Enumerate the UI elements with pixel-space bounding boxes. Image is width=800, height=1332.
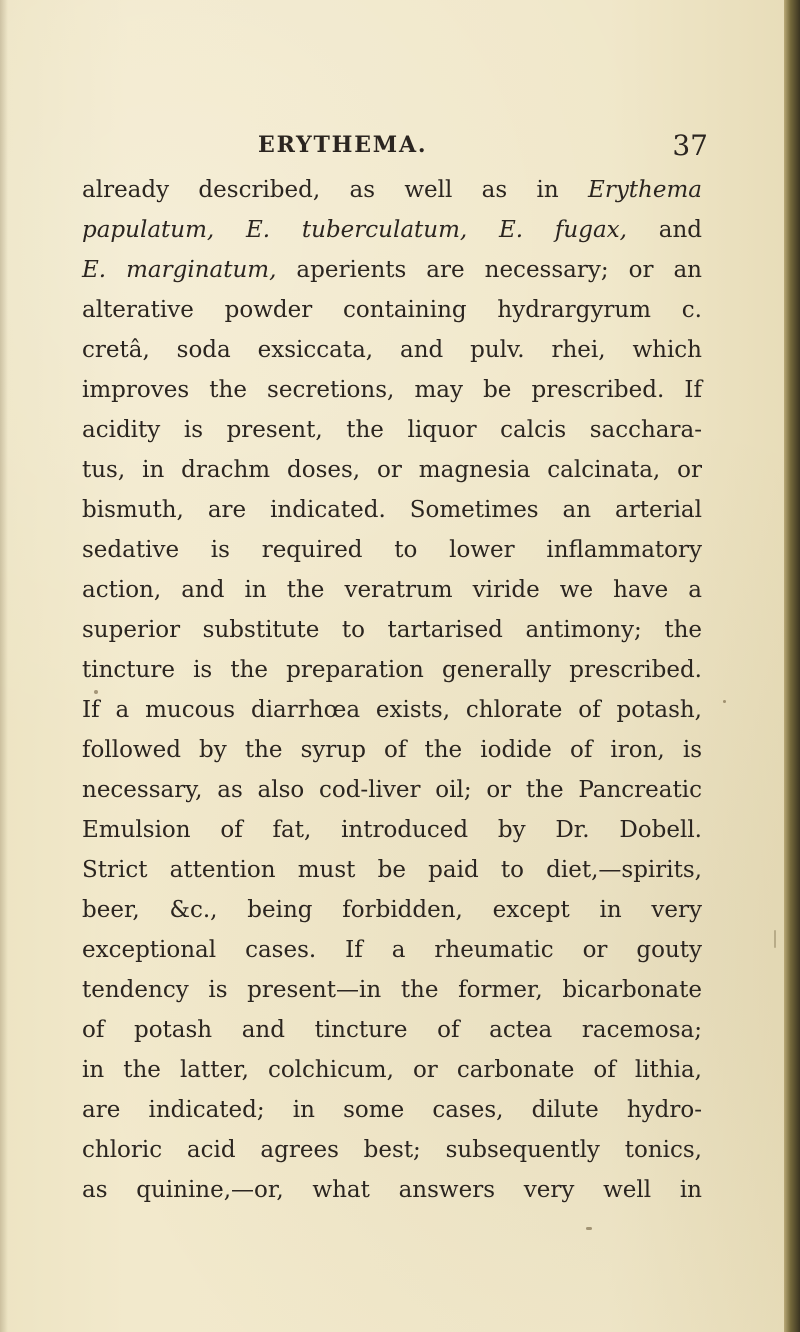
text-line xyxy=(82,890,702,930)
text-line xyxy=(82,410,702,450)
text-segment: superior substitute to tartarised antimony; the xyxy=(82,617,702,643)
paper-speck xyxy=(586,1227,592,1230)
text-line xyxy=(82,770,702,810)
running-head: ERYTHEMA. xyxy=(258,132,428,158)
text-segment: tus, in drachm doses, or magnesia calcinata, or xyxy=(82,457,702,483)
text-line xyxy=(82,690,702,730)
text-line xyxy=(82,730,702,770)
page-number: 37 xyxy=(672,129,708,162)
text-segment: cretâ, soda exsiccata, and pulv. rhei, which xyxy=(82,337,702,363)
text-segment: Emulsion of fat, introduced by Dr. Dobell. xyxy=(82,817,702,843)
text-line xyxy=(82,250,702,290)
text-line xyxy=(82,1010,702,1050)
text-line xyxy=(82,370,702,410)
text-line xyxy=(82,1050,702,1090)
text-segment: exceptional cases. If a rheumatic or gouty xyxy=(82,937,702,963)
page-left-shadow xyxy=(0,0,8,1332)
text-segment: of potash and tincture of actea racemosa; xyxy=(82,1017,702,1043)
text-segment: alterative powder containing hydrargyrum c. xyxy=(82,297,702,323)
body-text xyxy=(82,170,702,1210)
text-line xyxy=(82,810,702,850)
paper-speck xyxy=(723,700,726,703)
text-line xyxy=(82,610,702,650)
text-segment: in the latter, colchicum, or carbonate of lithia, xyxy=(82,1057,702,1083)
text-segment: necessary, as also cod-liver oil; or the Pancreatic xyxy=(82,777,702,803)
text-line xyxy=(82,1090,702,1130)
text-line xyxy=(82,970,702,1010)
page-binding-edge xyxy=(784,0,800,1332)
paper-speck xyxy=(94,690,98,694)
text-segment: already described, as well as in xyxy=(82,177,589,203)
text-segment: acidity is present, the liquor calcis sacchara- xyxy=(82,417,702,443)
text-line xyxy=(82,930,702,970)
text-line xyxy=(82,450,702,490)
text-segment: beer, &c., being forbidden, except in very xyxy=(82,897,702,923)
text-segment: If a mucous diarrhœa exists, chlorate of potash, xyxy=(82,697,702,723)
text-segment: followed by the syrup of the iodide of iron, is xyxy=(82,737,702,763)
text-segment: sedative is required to lower inflammatory xyxy=(82,537,702,563)
text-line xyxy=(82,850,702,890)
text-segment: as quinine,—or, what answers very well in xyxy=(82,1177,702,1203)
italic-text-segment: E. marginatum, xyxy=(82,257,277,283)
text-line xyxy=(82,530,702,570)
text-segment: improves the secretions, may be prescribed. If xyxy=(82,377,702,403)
text-segment: tendency is present—in the former, bicarbonate xyxy=(82,977,702,1003)
text-line xyxy=(82,1130,702,1170)
text-line xyxy=(82,170,702,210)
text-segment: chloric acid agrees best; subsequently tonics, xyxy=(82,1137,702,1163)
text-line xyxy=(82,1170,702,1210)
italic-text-segment: Erythema xyxy=(588,177,702,203)
text-segment: action, and in the veratrum viride we have a xyxy=(82,577,702,603)
paper-speck xyxy=(774,930,776,948)
text-line xyxy=(82,490,702,530)
text-segment: aperients are necessary; or an xyxy=(276,257,702,283)
text-line xyxy=(82,650,702,690)
text-segment: and xyxy=(626,217,703,243)
italic-text-segment: papulatum, E. tuberculatum, E. fugax, xyxy=(82,217,627,243)
text-segment: are indicated; in some cases, dilute hydro- xyxy=(82,1097,702,1123)
page-header xyxy=(88,129,708,162)
text-line xyxy=(82,290,702,330)
text-line xyxy=(82,570,702,610)
text-segment: bismuth, are indicated. Sometimes an arterial xyxy=(82,497,702,523)
text-line xyxy=(82,210,702,250)
text-segment: Strict attention must be paid to diet,—spirits, xyxy=(82,857,702,883)
text-segment: tincture is the preparation generally prescribed. xyxy=(82,657,702,683)
text-line xyxy=(82,330,702,370)
